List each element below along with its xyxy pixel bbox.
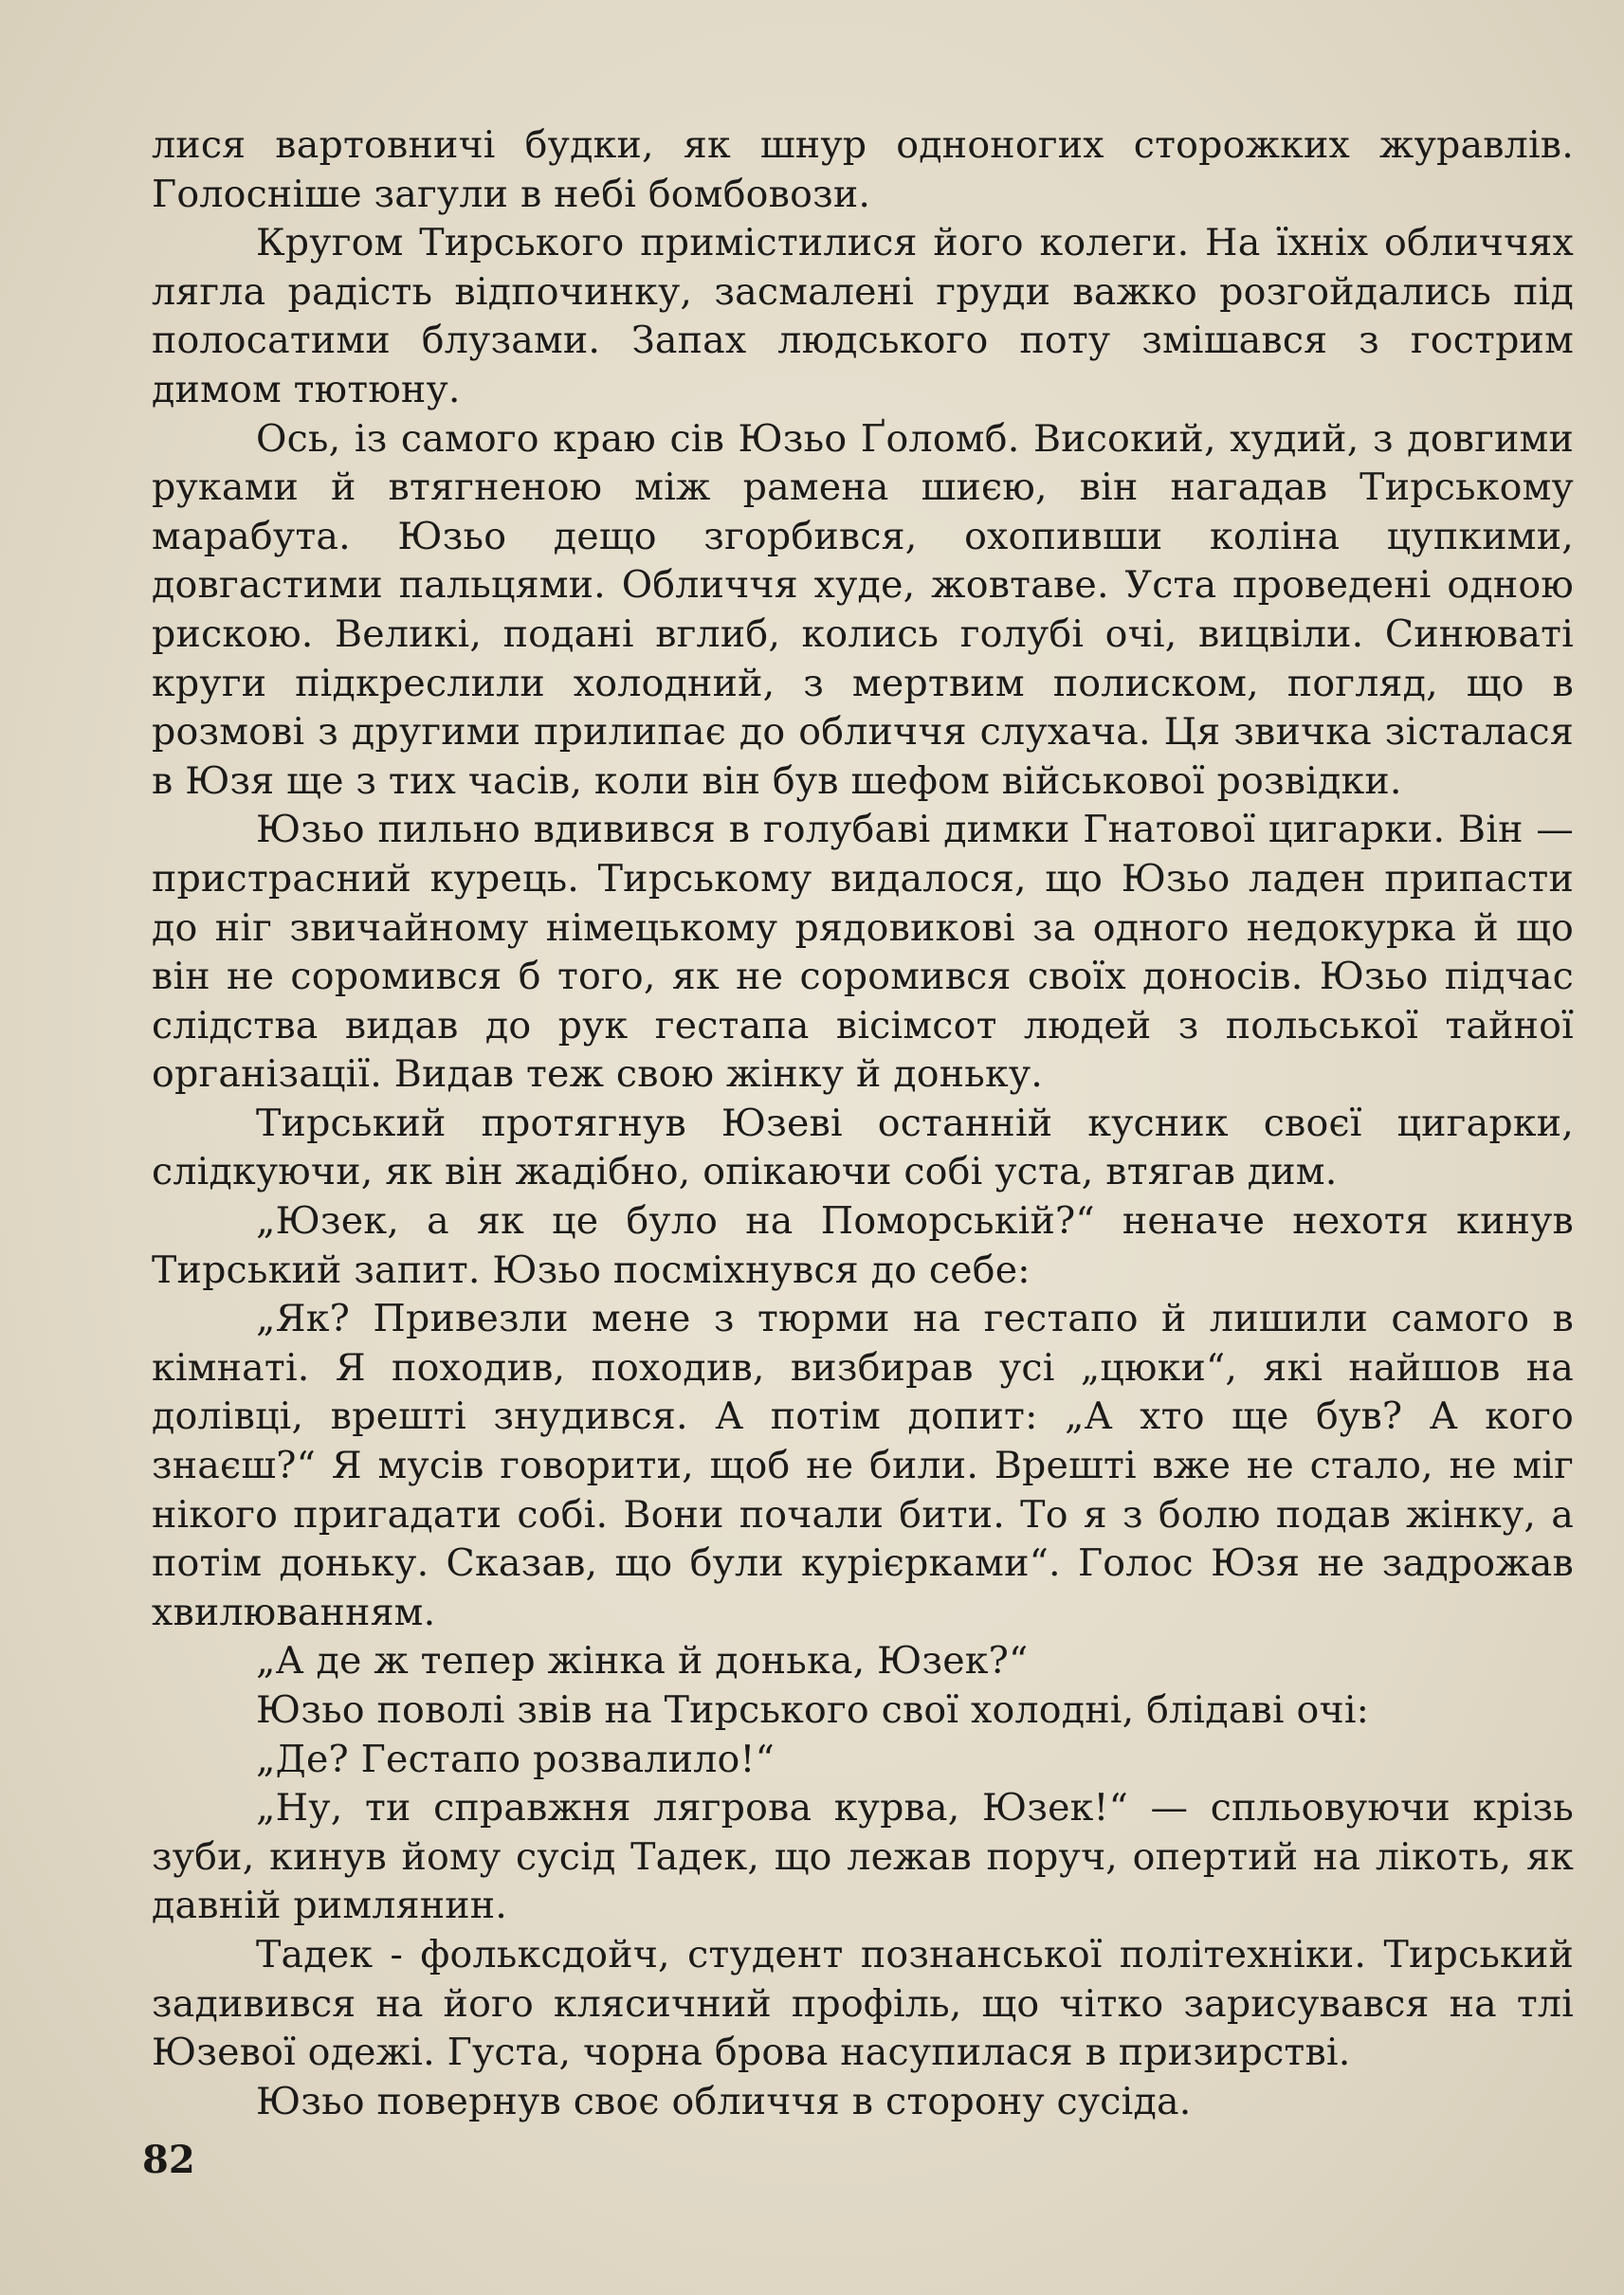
paragraph-2: Кругом Тирського примістилися його колеги. На їхніх обличчях лягла радість відпочинку, засмалені груди важко розгойдались під полосатими блузами. Запах людського поту змішався з гострим димом тютюну.	[152, 221, 1574, 411]
paragraph-8: „А де ж тепер жінка й донька, Юзек?“	[256, 1639, 1029, 1684]
paragraph-6: „Юзек, а як це було на Поморській?“ неначе нехотя кинув Тирський запит. Юзьо посміхнувся до себе:	[152, 1199, 1574, 1292]
paragraph-12: Тадек - фольксдойч, студент познанської політехніки. Тирський задивився на його клясичний профіль, що чітко зарисувався на тлі Юзевої одежі. Густа, чорна брова насупилася в призирстві.	[152, 1932, 1574, 2075]
paragraph-7: „Як? Привезли мене з тюрми на гестапо й лишили самого в кімнаті. Я походив, походив, визбирав усі „цюки“, які найшов на долівці, врешті знудився. А потім допит: „А хто ще був? А кого знаєш?“ Я мусів говорити, щоб не били. Врешті вже не стало, не міг нікого пригадати собі. Вони почали бити. То я з болю подав жінку, а потім доньку. Сказав, що були курієрками“. Голос Юзя не задрожав хвилюванням.	[152, 1297, 1574, 1634]
paragraph-11: „Ну, ти справжня лягрова курва, Юзек!“ — спльовуючи крізь зуби, кинув йому сусід Тадек, що лежав поруч, опертий на лікоть, як давній римлянин.	[152, 1786, 1574, 1928]
paragraph-13: Юзьо повернув своє обличчя в сторону сусіда.	[256, 2079, 1192, 2123]
body-text	[152, 121, 1574, 2126]
page-number: 82	[142, 2138, 195, 2182]
paragraph-3: Ось, із самого краю сів Юзьо Ґоломб. Високий, худий, з довгими руками й втягненою між рамена шиєю, він нагадав Тирському марабута. Юзьо дещо згорбився, охопивши коліна цупкими, довгастими пальцями. Обличчя худе, жовтаве. Уста проведені одною рискою. Великі, подані вглиб, колись голубі очі, вицвіли. Синюваті круги підкреслили холодний, з мертвим полиском, погляд, що в розмові з другими прилипає до обличчя слухача. Ця звичка зісталася в Юзя ще з тих часів, коли він був шефом військової розвідки.	[152, 416, 1574, 803]
paragraph-10: „Де? Гестапо розвалило!“	[256, 1737, 775, 1781]
paragraph-4: Юзьо пильно вдивився в голубаві димки Гнатової цигарки. Він — пристрасний курець. Тирському видалося, що Юзьо ладен припасти до ніг звичайному німецькому рядовикові за одного недокурка й що він не соромився б того, як не соромився своїх доносів. Юзьо підчас слідства видав до рук гестапа вісімсот людей з польської тайної організації. Видав теж свою жінку й доньку.	[152, 808, 1574, 1097]
paragraph-5: Тирський протягнув Юзеві останній кусник своєї цигарки, слідкуючи, як він жадібно, опікаючи собі уста, втягав дим.	[152, 1101, 1574, 1194]
paragraph-1: лися вартовничі будки, як шнур одноногих сторожких журавлів. Голосніше загули в небі бомбовози.	[152, 123, 1574, 216]
paragraph-9: Юзьо поволі звів на Тирського свої холодні, блідаві очі:	[256, 1688, 1370, 1732]
